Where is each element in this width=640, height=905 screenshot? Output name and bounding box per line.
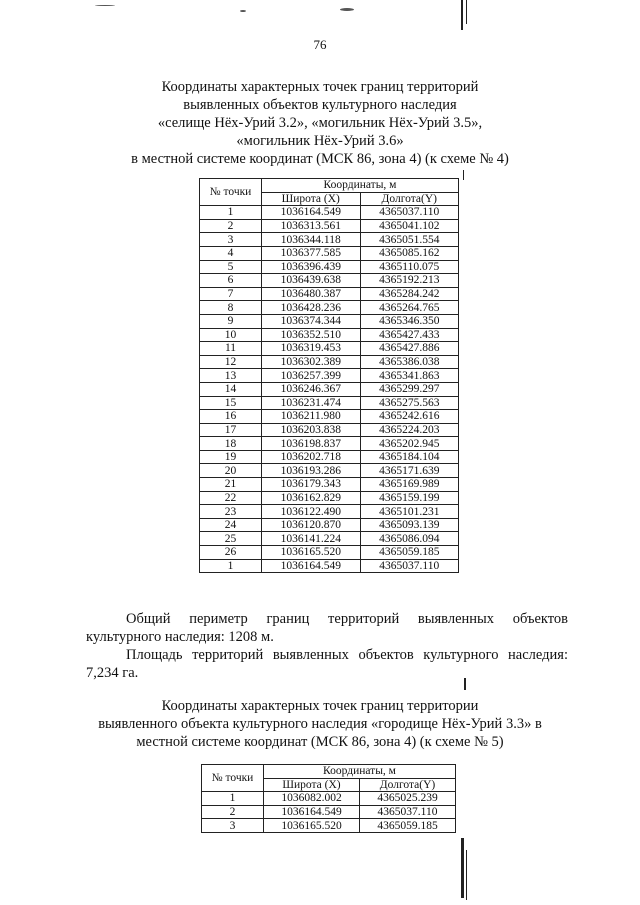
cell-point-number: 8 <box>200 301 262 315</box>
cell-point-number: 15 <box>200 396 262 410</box>
table-row <box>200 423 459 437</box>
cell-latitude: 1036162.829 <box>262 491 361 505</box>
cell-point-number: 13 <box>200 369 262 383</box>
header-coordinates: Координаты, м <box>262 179 459 193</box>
cell-longitude: 4365059.185 <box>360 819 456 833</box>
table-row <box>200 491 459 505</box>
cell-point-number: 17 <box>200 423 262 437</box>
cell-point-number: 11 <box>200 342 262 356</box>
cell-latitude: 1036211.980 <box>262 410 361 424</box>
cell-point-number: 7 <box>200 287 262 301</box>
scan-edge-line <box>463 170 464 180</box>
heading-line: «селище Нёх-Урий 3.2», «могильник Нёх-Урий 3.5», <box>157 115 483 131</box>
cell-point-number: 5 <box>200 260 262 274</box>
cell-longitude: 4365110.075 <box>360 260 459 274</box>
table-row <box>200 342 459 356</box>
heading-line: в местной системе координат (МСК 86, зона 4) (к схеме № 4) <box>131 151 509 167</box>
cell-point-number: 1 <box>200 559 262 573</box>
table-row <box>200 450 459 464</box>
table-row <box>200 478 459 492</box>
header-coordinates: Координаты, м <box>264 765 456 779</box>
table-row <box>202 819 456 833</box>
cell-latitude: 1036246.367 <box>262 382 361 396</box>
table-header-row <box>200 179 459 193</box>
table-body <box>200 206 459 573</box>
heading-coordinates-2 <box>0 697 640 751</box>
cell-point-number: 12 <box>200 355 262 369</box>
table-row <box>200 206 459 220</box>
cell-longitude: 4365224.203 <box>360 423 459 437</box>
cell-longitude: 4365171.639 <box>360 464 459 478</box>
cell-point-number: 21 <box>200 478 262 492</box>
cell-latitude: 1036122.490 <box>262 505 361 519</box>
heading-line: выявленных объектов культурного наследия <box>183 97 457 113</box>
cell-point-number: 23 <box>200 505 262 519</box>
table-row <box>200 396 459 410</box>
cell-longitude: 4365051.554 <box>360 233 459 247</box>
cell-longitude: 4365169.989 <box>360 478 459 492</box>
table-row <box>200 505 459 519</box>
cell-longitude: 4365025.239 <box>360 792 456 806</box>
table-row <box>200 246 459 260</box>
scan-edge-line <box>461 838 464 898</box>
table-row <box>200 274 459 288</box>
cell-longitude: 4365202.945 <box>360 437 459 451</box>
table-row <box>200 287 459 301</box>
cell-longitude: 4365299.297 <box>360 382 459 396</box>
cell-latitude: 1036193.286 <box>262 464 361 478</box>
cell-point-number: 1 <box>200 206 262 220</box>
cell-longitude: 4365101.231 <box>360 505 459 519</box>
header-longitude: Долгота(Y) <box>360 192 459 206</box>
perimeter-paragraph <box>86 610 568 646</box>
cell-point-number: 16 <box>200 410 262 424</box>
cell-longitude: 4365037.110 <box>360 206 459 220</box>
cell-point-number: 2 <box>200 219 262 233</box>
header-latitude: Широта (X) <box>264 778 360 792</box>
table-row <box>200 219 459 233</box>
page-number: 76 <box>313 37 327 52</box>
cell-latitude: 1036179.343 <box>262 478 361 492</box>
cell-longitude: 4365427.886 <box>360 342 459 356</box>
cell-latitude: 1036257.399 <box>262 369 361 383</box>
table-row <box>200 532 459 546</box>
heading-line: Координаты характерных точек границ территории <box>161 698 479 714</box>
scan-speck <box>95 5 115 6</box>
perimeter-line-1: Общий периметр границ территорий выявленных объектов <box>126 611 568 627</box>
table-row <box>200 328 459 342</box>
cell-point-number: 26 <box>200 546 262 560</box>
area-line-2: 7,234 га. <box>86 665 139 681</box>
cell-latitude: 1036344.118 <box>262 233 361 247</box>
table-body <box>202 792 456 833</box>
table-header-row <box>202 765 456 779</box>
table-row <box>202 805 456 819</box>
cell-latitude: 1036302.389 <box>262 355 361 369</box>
cell-longitude: 4365386.038 <box>360 355 459 369</box>
cell-latitude: 1036428.236 <box>262 301 361 315</box>
heading-line: выявленного объекта культурного наследия «городище Нёх-Урий 3.3» в <box>98 716 542 732</box>
cell-point-number: 20 <box>200 464 262 478</box>
cell-latitude: 1036203.838 <box>262 423 361 437</box>
cell-point-number: 22 <box>200 491 262 505</box>
cell-latitude: 1036165.520 <box>262 546 361 560</box>
table-row <box>200 518 459 532</box>
cell-latitude: 1036141.224 <box>262 532 361 546</box>
cell-point-number: 25 <box>200 532 262 546</box>
cell-latitude: 1036120.870 <box>262 518 361 532</box>
cell-latitude: 1036202.718 <box>262 450 361 464</box>
cell-longitude: 4365059.185 <box>360 546 459 560</box>
cell-longitude: 4365341.863 <box>360 369 459 383</box>
scan-speck <box>240 10 246 12</box>
cell-point-number: 6 <box>200 274 262 288</box>
cell-latitude: 1036165.520 <box>264 819 360 833</box>
scan-edge-line <box>461 0 463 30</box>
heading-line: местной системе координат (МСК 86, зона 4) (к схеме № 5) <box>136 734 504 750</box>
cell-latitude: 1036198.837 <box>262 437 361 451</box>
table-row <box>200 233 459 247</box>
cell-point-number: 3 <box>200 233 262 247</box>
cell-point-number: 3 <box>202 819 264 833</box>
table-row <box>200 301 459 315</box>
heading-line: «могильник Нёх-Урий 3.6» <box>236 133 404 149</box>
table-row <box>200 355 459 369</box>
heading-line: Координаты характерных точек границ территорий <box>161 79 479 95</box>
table-row <box>200 314 459 328</box>
cell-latitude: 1036480.387 <box>262 287 361 301</box>
header-point-number: № точки <box>200 179 262 206</box>
cell-latitude: 1036082.002 <box>264 792 360 806</box>
table-row <box>200 559 459 573</box>
cell-point-number: 18 <box>200 437 262 451</box>
scan-speck <box>340 8 354 11</box>
cell-longitude: 4365093.139 <box>360 518 459 532</box>
table-row <box>200 410 459 424</box>
header-latitude: Широта (X) <box>262 192 361 206</box>
cell-point-number: 14 <box>200 382 262 396</box>
cell-latitude: 1036396.439 <box>262 260 361 274</box>
cell-point-number: 4 <box>200 246 262 260</box>
scan-edge-line <box>466 0 467 24</box>
cell-longitude: 4365037.110 <box>360 559 459 573</box>
cell-longitude: 4365184.104 <box>360 450 459 464</box>
area-paragraph <box>86 646 568 682</box>
cell-longitude: 4365284.242 <box>360 287 459 301</box>
heading-coordinates-1 <box>0 78 640 168</box>
cell-latitude: 1036164.549 <box>262 559 361 573</box>
table-row <box>200 464 459 478</box>
cell-latitude: 1036164.549 <box>262 206 361 220</box>
cell-latitude: 1036352.510 <box>262 328 361 342</box>
cell-latitude: 1036374.344 <box>262 314 361 328</box>
scan-edge-line <box>466 850 467 900</box>
cell-point-number: 9 <box>200 314 262 328</box>
perimeter-line-2: культурного наследия: 1208 м. <box>86 629 274 645</box>
cell-longitude: 4365037.110 <box>360 805 456 819</box>
cell-latitude: 1036164.549 <box>264 805 360 819</box>
cell-latitude: 1036377.585 <box>262 246 361 260</box>
table-row <box>200 260 459 274</box>
cell-latitude: 1036439.638 <box>262 274 361 288</box>
cell-latitude: 1036319.453 <box>262 342 361 356</box>
cell-latitude: 1036313.561 <box>262 219 361 233</box>
cell-point-number: 10 <box>200 328 262 342</box>
header-longitude: Долгота(Y) <box>360 778 456 792</box>
table-row <box>200 382 459 396</box>
cell-point-number: 19 <box>200 450 262 464</box>
cell-latitude: 1036231.474 <box>262 396 361 410</box>
cell-longitude: 4365192.213 <box>360 274 459 288</box>
table-row <box>200 546 459 560</box>
cell-longitude: 4365159.199 <box>360 491 459 505</box>
header-point-number: № точки <box>202 765 264 792</box>
coordinates-table-2 <box>201 764 456 833</box>
cell-longitude: 4365427.433 <box>360 328 459 342</box>
cell-longitude: 4365346.350 <box>360 314 459 328</box>
cell-longitude: 4365085.162 <box>360 246 459 260</box>
cell-point-number: 1 <box>202 792 264 806</box>
cell-longitude: 4365264.765 <box>360 301 459 315</box>
table-row <box>200 437 459 451</box>
table-row <box>200 369 459 383</box>
coordinates-table-1 <box>199 178 459 573</box>
cell-point-number: 2 <box>202 805 264 819</box>
cell-point-number: 24 <box>200 518 262 532</box>
cell-longitude: 4365275.563 <box>360 396 459 410</box>
cell-longitude: 4365086.094 <box>360 532 459 546</box>
area-line-1: Площадь территорий выявленных объектов культурного наследия: <box>126 647 568 663</box>
cell-longitude: 4365041.102 <box>360 219 459 233</box>
cell-longitude: 4365242.616 <box>360 410 459 424</box>
table-row <box>202 792 456 806</box>
